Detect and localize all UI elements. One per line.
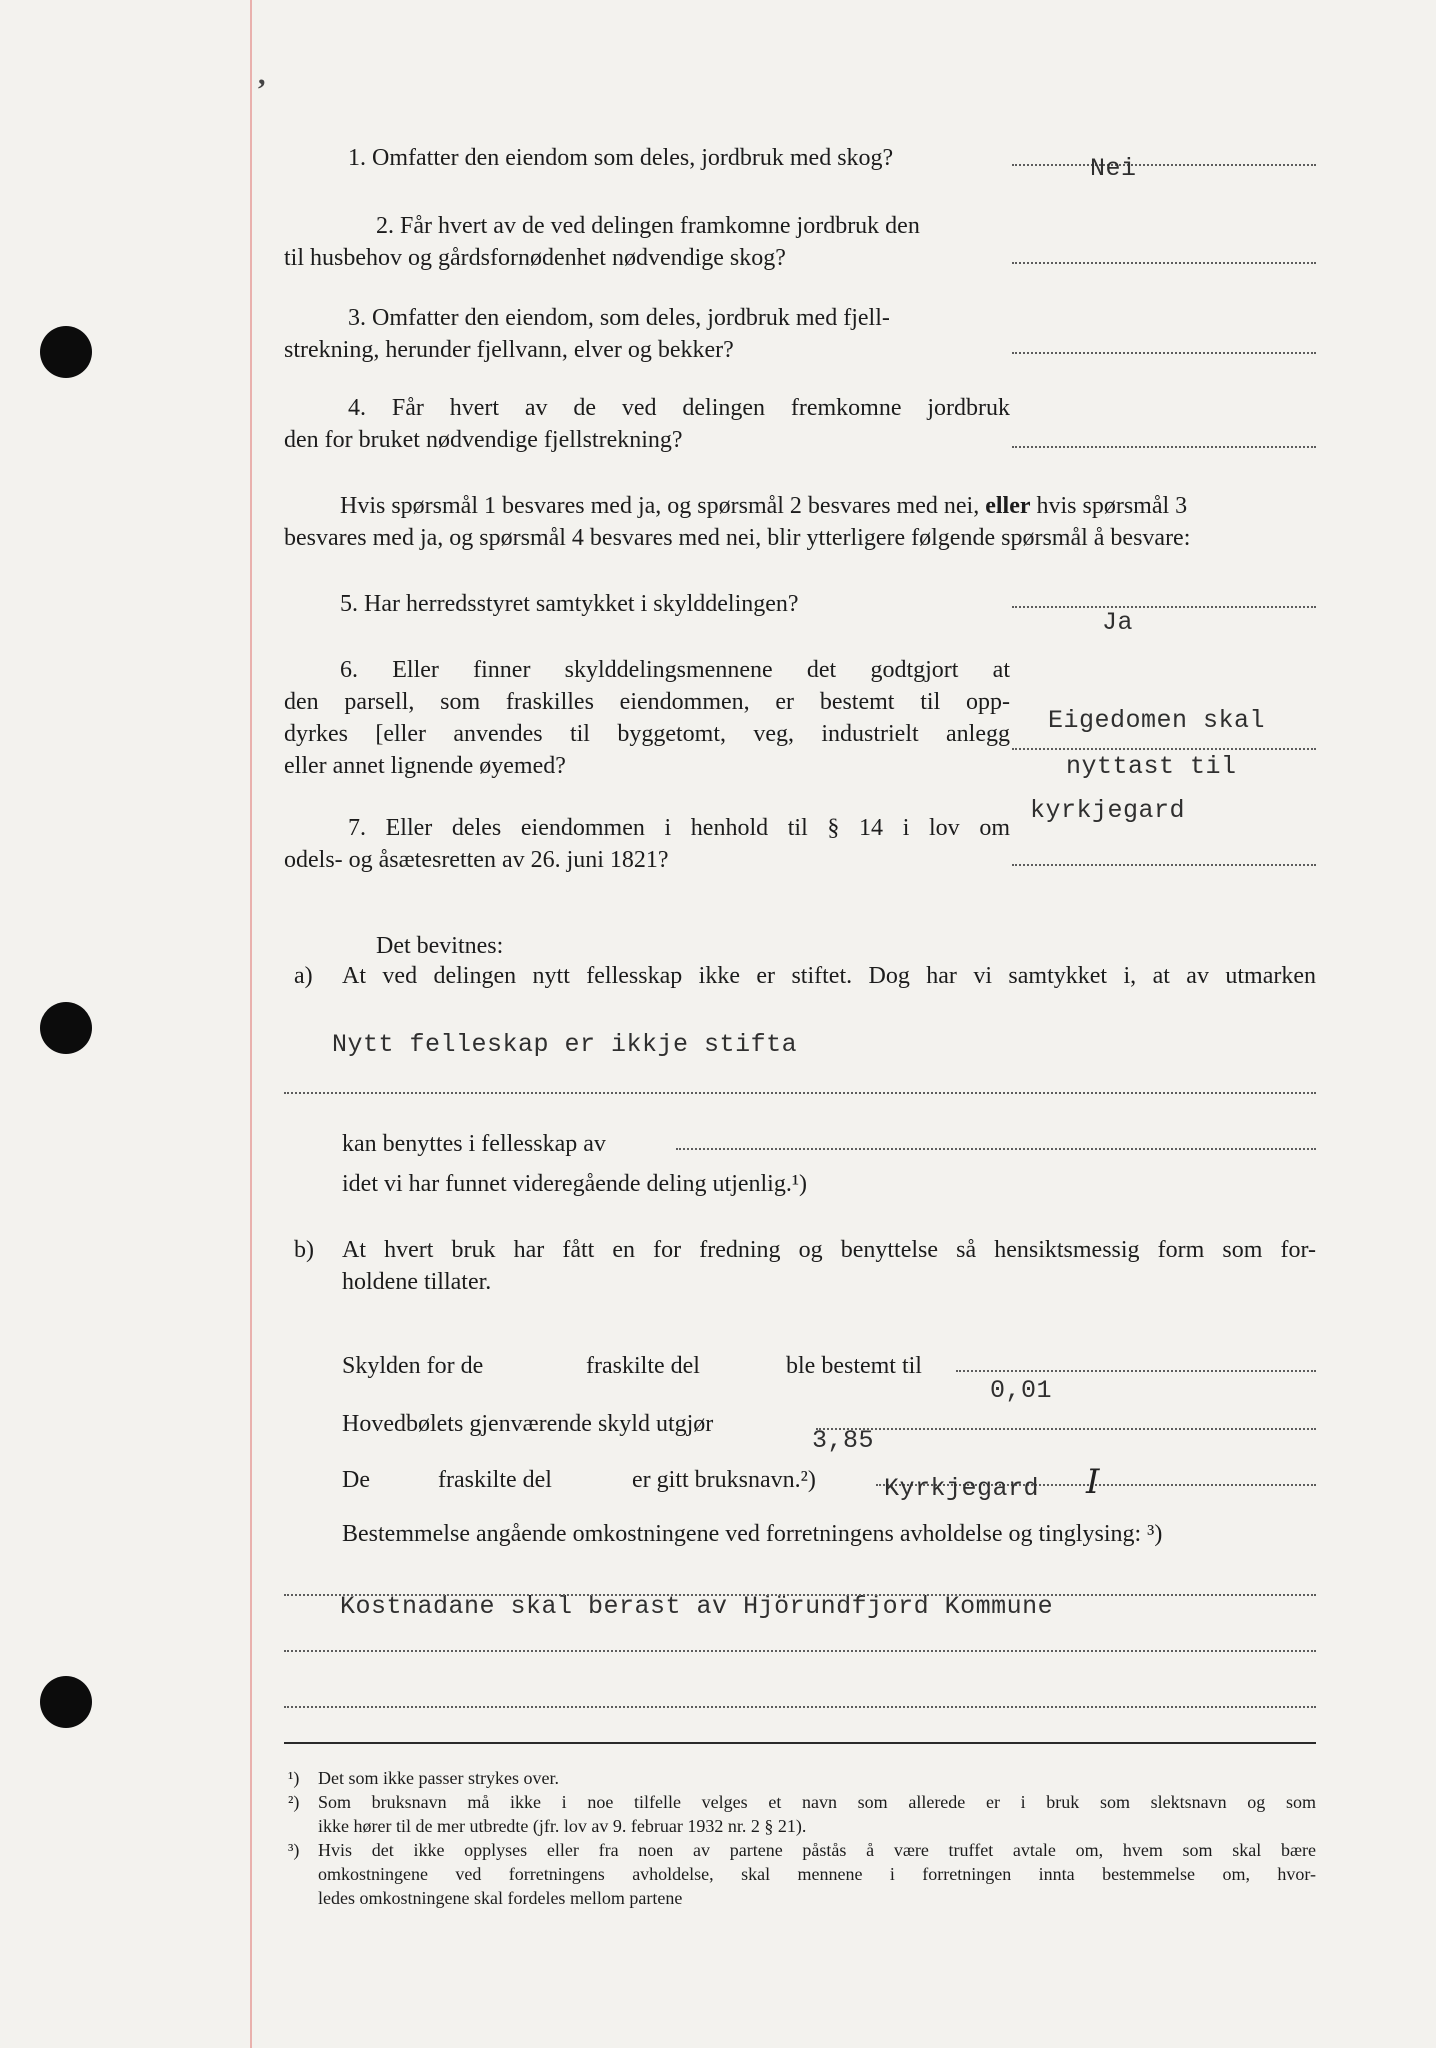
- answer-line: [1012, 864, 1316, 866]
- answer-line: [284, 1706, 1316, 1708]
- item-b-label: b): [294, 1237, 314, 1263]
- bruksnavn-part2: fraskilte del: [438, 1467, 552, 1493]
- question-3-line1: 3. Omfatter den eiendom, som deles, jordbruk med fjell-: [348, 305, 890, 331]
- answer-line: [956, 1370, 1316, 1372]
- answer-1: Nei: [1090, 154, 1137, 183]
- item-a-text: At ved delingen nytt fellesskap ikke er stiftet. Dog har vi samtykket i, at av utmarken: [342, 963, 1316, 989]
- question-4-line2: den for bruket nødvendige fjellstrekning?: [284, 427, 683, 453]
- item-b-text-line1: At hvert bruk har fått en for fredning og benyttelse så hensiktsmessig form som for-: [342, 1237, 1316, 1263]
- margin-line: [250, 0, 252, 2048]
- omkostninger-value: Kostnadane skal berast av Hjörundfjord Kommune: [340, 1592, 1054, 1621]
- skyld-value: 0,01: [990, 1376, 1053, 1405]
- question-2-line1: 2. Får hvert av de ved delingen framkomne jordbruk den: [376, 213, 920, 239]
- answer-line: [284, 1650, 1316, 1652]
- kan-benyttes-label: kan benyttes i fellesskap av: [342, 1131, 606, 1157]
- answer-line: [284, 1594, 1316, 1596]
- question-4-line1: 4. Får hvert av de ved delingen fremkomne jordbruk: [348, 395, 1010, 421]
- item-b-text-line2: holdene tillater.: [342, 1269, 492, 1295]
- footnote-3-line2: omkostningene ved forretningens avholdelse, skal mennene i forretningen innta bestemmelse om, hvor-: [318, 1864, 1316, 1884]
- omkostninger-label: Bestemmelse angående omkostningene ved forretningens avholdelse og tinglysing: ³): [342, 1521, 1163, 1547]
- answer-line: [1012, 748, 1316, 750]
- footnote-2-mark: ²): [288, 1792, 300, 1812]
- answer-6-line2: nyttast til: [1066, 752, 1237, 781]
- footnote-3-mark: ³): [288, 1840, 300, 1860]
- idet-text: idet vi har funnet videregående deling utjenlig.¹): [342, 1171, 808, 1197]
- footnote-2-line2: ikke hører til de mer utbredte (jfr. lov av 9. februar 1932 nr. 2 § 21).: [318, 1816, 807, 1836]
- condition-note-line1: Hvis spørsmål 1 besvares med ja, og spørsmål 2 besvares med nei, eller hvis spørsmål 3: [340, 493, 1188, 519]
- hovedbol-value: 3,85: [812, 1426, 875, 1455]
- question-7-line2: odels- og åsætesretten av 26. juni 1821?: [284, 847, 669, 873]
- answer-line: [284, 1092, 1316, 1094]
- answer-line: [816, 1428, 1316, 1430]
- answer-line: [1012, 164, 1316, 166]
- item-a-label: a): [294, 963, 313, 989]
- item-a-answer: Nytt felleskap er ikkje stifta: [332, 1030, 798, 1059]
- footnote-divider: [284, 1742, 1316, 1744]
- condition-note-line2: besvares med ja, og spørsmål 4 besvares med nei, blir ytterligere følgende spørsmål å besvare:: [284, 525, 1191, 551]
- footnote-3-line1: Hvis det ikke opplyses eller fra noen av partene påstås å være truffet avtale om, hvem som skal bære: [318, 1840, 1316, 1860]
- handwritten-mark: I: [1086, 1462, 1100, 1502]
- question-6-line2: den parsell, som fraskilles eiendommen, er bestemt til opp-: [284, 689, 1010, 715]
- corner-mark: ,: [258, 58, 266, 91]
- footnote-1-mark: ¹): [288, 1768, 300, 1788]
- question-5: 5. Har herredsstyret samtykket i skylddelingen?: [340, 591, 799, 617]
- hovedbol-label: Hovedbølets gjenværende skyld utgjør: [342, 1411, 714, 1437]
- punch-hole: [40, 326, 92, 378]
- bruksnavn-part3: er gitt bruksnavn.²): [632, 1467, 816, 1493]
- question-3-line2: strekning, herunder fjellvann, elver og bekker?: [284, 337, 734, 363]
- answer-line: [1012, 262, 1316, 264]
- question-6-line3: dyrkes [eller anvendes til byggetomt, veg, industrielt anlegg: [284, 721, 1010, 747]
- answer-6-line3: kyrkjegard: [1030, 796, 1186, 825]
- skyld-part1: Skylden for de: [342, 1353, 484, 1379]
- answer-line: [1012, 352, 1316, 354]
- bruksnavn-value: Kyrkjegard: [884, 1474, 1040, 1503]
- bevitnes-heading: Det bevitnes:: [376, 933, 504, 959]
- skyld-part3: ble bestemt til: [786, 1353, 922, 1379]
- question-2-line2: til husbehov og gårdsfornødenhet nødvendige skog?: [284, 245, 786, 271]
- punch-hole: [40, 1676, 92, 1728]
- answer-line: [1012, 606, 1316, 608]
- answer-5: Ja: [1102, 608, 1134, 637]
- question-6-line4: eller annet lignende øyemed?: [284, 753, 566, 779]
- answer-6-line1: Eigedomen skal: [1048, 706, 1266, 735]
- question-6-line1: 6. Eller finner skylddelingsmennene det godtgjort at: [340, 657, 1010, 683]
- answer-line: [676, 1148, 1316, 1150]
- footnote-3-line3: ledes omkostningene skal fordeles mellom partene: [318, 1888, 683, 1908]
- question-7-line1: 7. Eller deles eiendommen i henhold til § 14 i lov om: [348, 815, 1010, 841]
- answer-line: [1012, 446, 1316, 448]
- bruksnavn-part1: De: [342, 1467, 370, 1493]
- footnote-2-line1: Som bruksnavn må ikke i noe tilfelle velges et navn som allerede er i bruk som slektsnavn og som: [318, 1792, 1316, 1812]
- skyld-part2: fraskilte del: [586, 1353, 700, 1379]
- punch-hole: [40, 1002, 92, 1054]
- question-1: 1. Omfatter den eiendom som deles, jordbruk med skog?: [348, 145, 894, 171]
- footnote-1: Det som ikke passer strykes over.: [318, 1768, 559, 1788]
